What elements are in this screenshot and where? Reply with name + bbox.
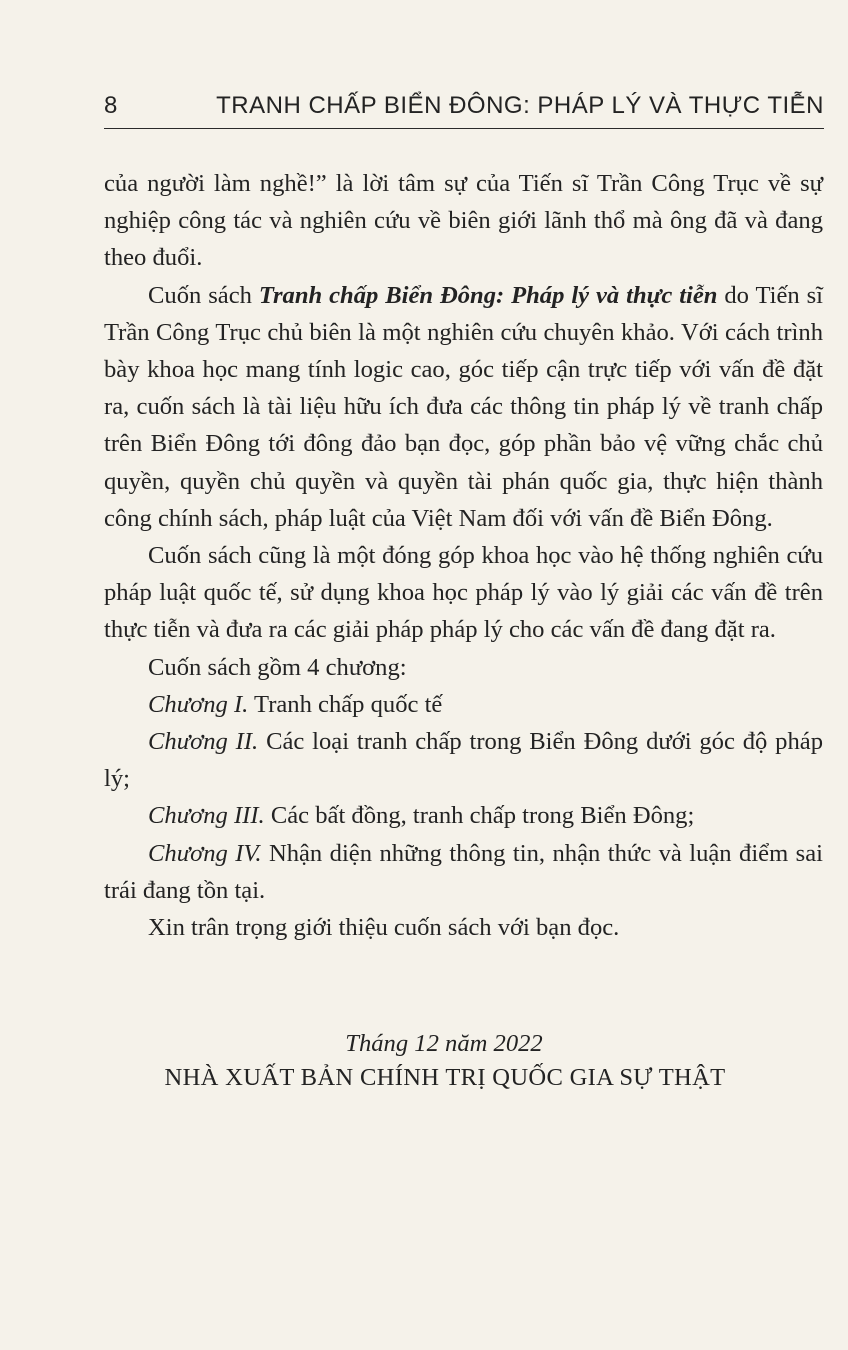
- chapter-4-label: Chương IV.: [148, 839, 262, 867]
- chapter-2: [104, 723, 823, 797]
- closing-line: Xin trân trọng giới thiệu cuốn sách với bạn đọc.: [148, 914, 620, 942]
- chapter-2-label: Chương II.: [148, 728, 259, 756]
- chapter-4: [104, 835, 823, 909]
- paragraph-1: của người làm nghề!” là lời tâm sự của Tiến sĩ Trần Công Trục về sự nghiệp công tác và nghiên cứu về biên giới lãnh thổ mà ông đã và đang theo đuổi.: [104, 170, 823, 272]
- running-title: TRANH CHẤP BIỂN ĐÔNG: PHÁP LÝ VÀ THỰC TIỄN: [216, 92, 824, 119]
- paragraph-3: Cuốn sách cũng là một đóng góp khoa học vào hệ thống nghiên cứu pháp luật quốc tế, sử dụng khoa học pháp lý vào lý giải các vấn đề trên thực tiễn và đưa ra các giải pháp pháp lý cho các vấn đề đang đặt ra.: [104, 542, 823, 644]
- chapter-1-text: Tranh chấp quốc tế: [248, 690, 443, 718]
- chapter-3-text: Các bất đồng, tranh chấp trong Biển Đông;: [264, 802, 695, 830]
- chapter-1-label: Chương I.: [148, 690, 249, 718]
- paragraph-2-rest: do Tiến sĩ Trần Công Trục chủ biên là một nghiên cứu chuyên khảo. Với cách trình bày khoa học mang tính logic cao, góc tiếp cận trực tiếp với vấn đề đặt ra, cuốn sách là tài liệu hữu ích đưa các thông tin pháp lý về tranh chấp trên Biển Đông tới đông đảo bạn đọc, góp phần bảo vệ vững chắc chủ quyền, quyền chủ quyền và quyền tài phán quốc gia, thực hiện thành công chính sách, pháp luật của Việt Nam đối với vấn đề Biển Đông.: [104, 281, 823, 532]
- chapter-4-text: Nhận diện những thông tin, nhận thức và luận điểm sai trái đang tồn tại.: [104, 839, 823, 904]
- chapter-1: [104, 686, 823, 723]
- page-header: [104, 88, 824, 129]
- chapter-3: [104, 797, 823, 834]
- chapter-2-text: Các loại tranh chấp trong Biển Đông dưới góc độ pháp lý;: [104, 728, 823, 793]
- body-text: [104, 165, 823, 946]
- page-number: 8: [104, 92, 118, 119]
- publisher-name: NHÀ XUẤT BẢN CHÍNH TRỊ QUỐC GIA SỰ THẬT: [164, 1064, 726, 1091]
- chapter-3-label: Chương III.: [148, 802, 265, 830]
- signature-date: Tháng 12 năm 2022: [345, 1030, 543, 1057]
- paragraph-4: Cuốn sách gồm 4 chương:: [148, 653, 407, 681]
- signature-block: [0, 1028, 848, 1096]
- paragraph-2: [104, 277, 823, 537]
- book-title: Tranh chấp Biển Đông: Pháp lý và thực tiễn: [258, 281, 718, 309]
- paragraph-2-lead: Cuốn sách: [148, 281, 259, 309]
